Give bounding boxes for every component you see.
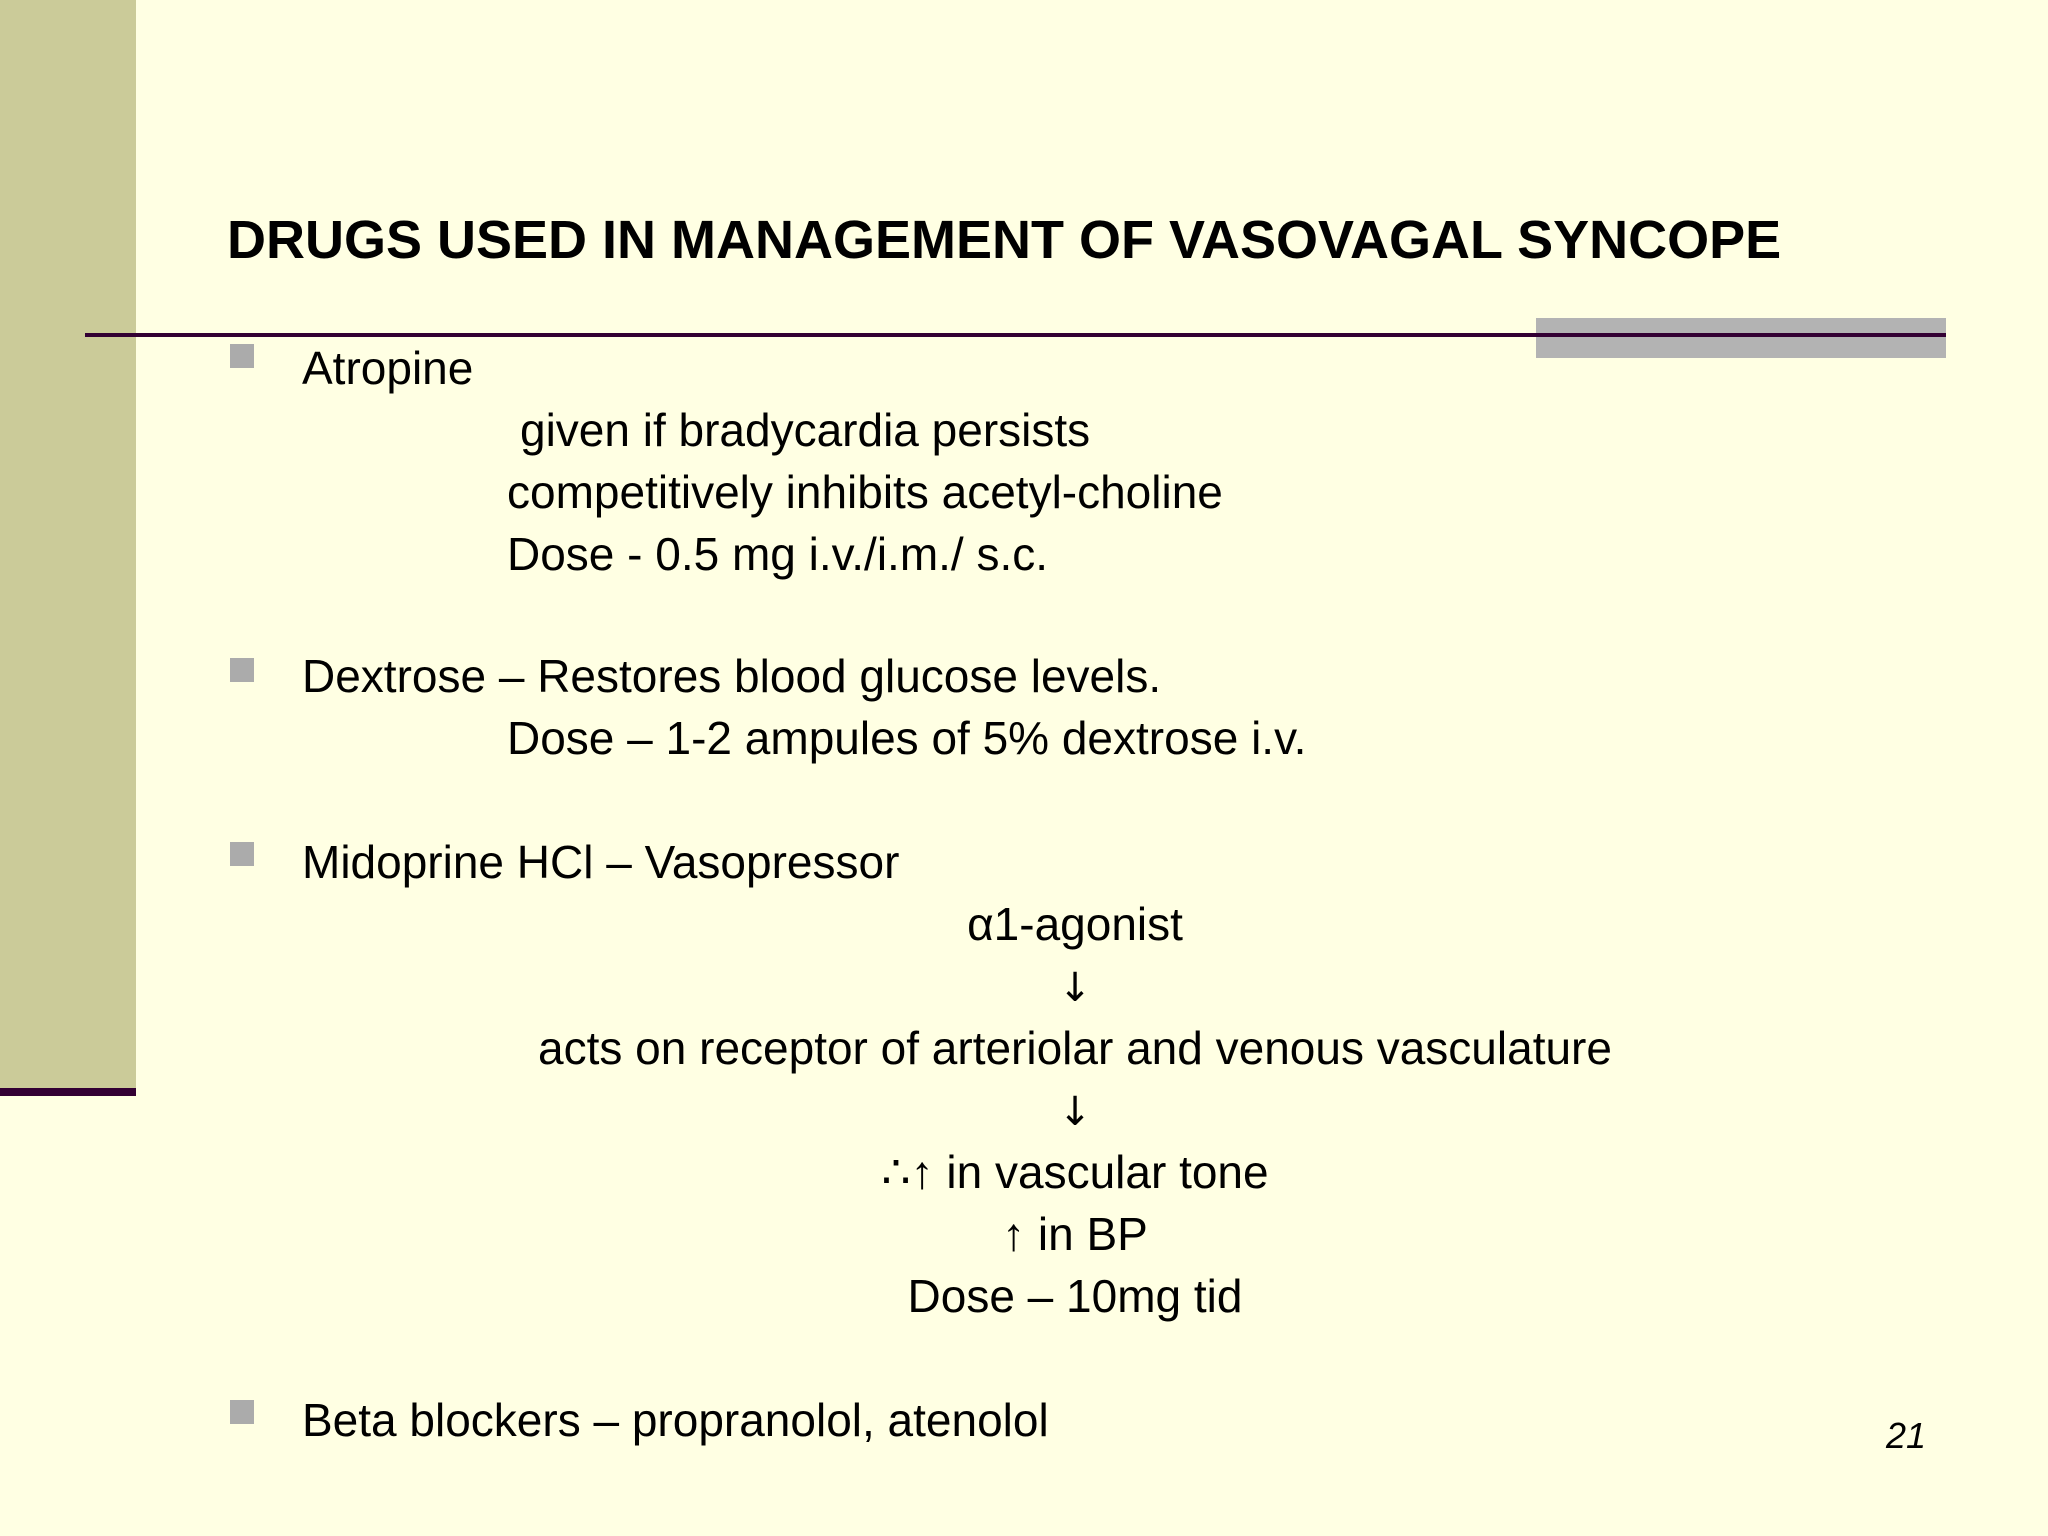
midoprine-flow-step-2: acts on receptor of arteriolar and venous vasculature: [538, 1022, 1612, 1074]
page-number: 21: [1885, 1415, 1926, 1456]
atropine-detail-3: Dose - 0.5 mg i.v./i.m./ s.c.: [507, 528, 1049, 580]
title-rule-block-line: [1536, 333, 1946, 337]
midoprine-flow-step-1: α1-agonist: [967, 898, 1183, 950]
atropine-detail-2: competitively inhibits acetyl-choline: [507, 466, 1223, 518]
down-arrow-icon: ↓: [1058, 1089, 1092, 1135]
bullet-dextrose-label: Dextrose – Restores blood glucose levels.: [302, 650, 1162, 702]
dextrose-detail-1: Dose – 1-2 ampules of 5% dextrose i.v.: [507, 712, 1307, 764]
bullet-square-icon: [230, 658, 254, 682]
bullet-square-icon: [230, 1400, 254, 1424]
title-rule-block: [1536, 318, 1946, 358]
bullet-midoprine-label: Midoprine HCl – Vasopressor: [302, 836, 900, 888]
atropine-detail-1: given if bradycardia persists: [520, 404, 1091, 456]
midoprine-dose: Dose – 10mg tid: [907, 1270, 1243, 1322]
bullet-square-icon: [230, 842, 254, 866]
midoprine-flow-step-3: ∴↑ in vascular tone: [881, 1146, 1269, 1198]
slide-title: DRUGS USED IN MANAGEMENT OF VASOVAGAL SYNCOPE: [227, 210, 1782, 270]
bullet-square-icon: [230, 344, 254, 368]
bullet-atropine-label: Atropine: [302, 342, 474, 394]
bullet-beta-blockers-label: Beta blockers – propranolol, atenolol: [302, 1394, 1049, 1446]
down-arrow-icon: ↓: [1058, 965, 1092, 1011]
midoprine-flow-step-4: ↑ in BP: [1002, 1208, 1148, 1260]
